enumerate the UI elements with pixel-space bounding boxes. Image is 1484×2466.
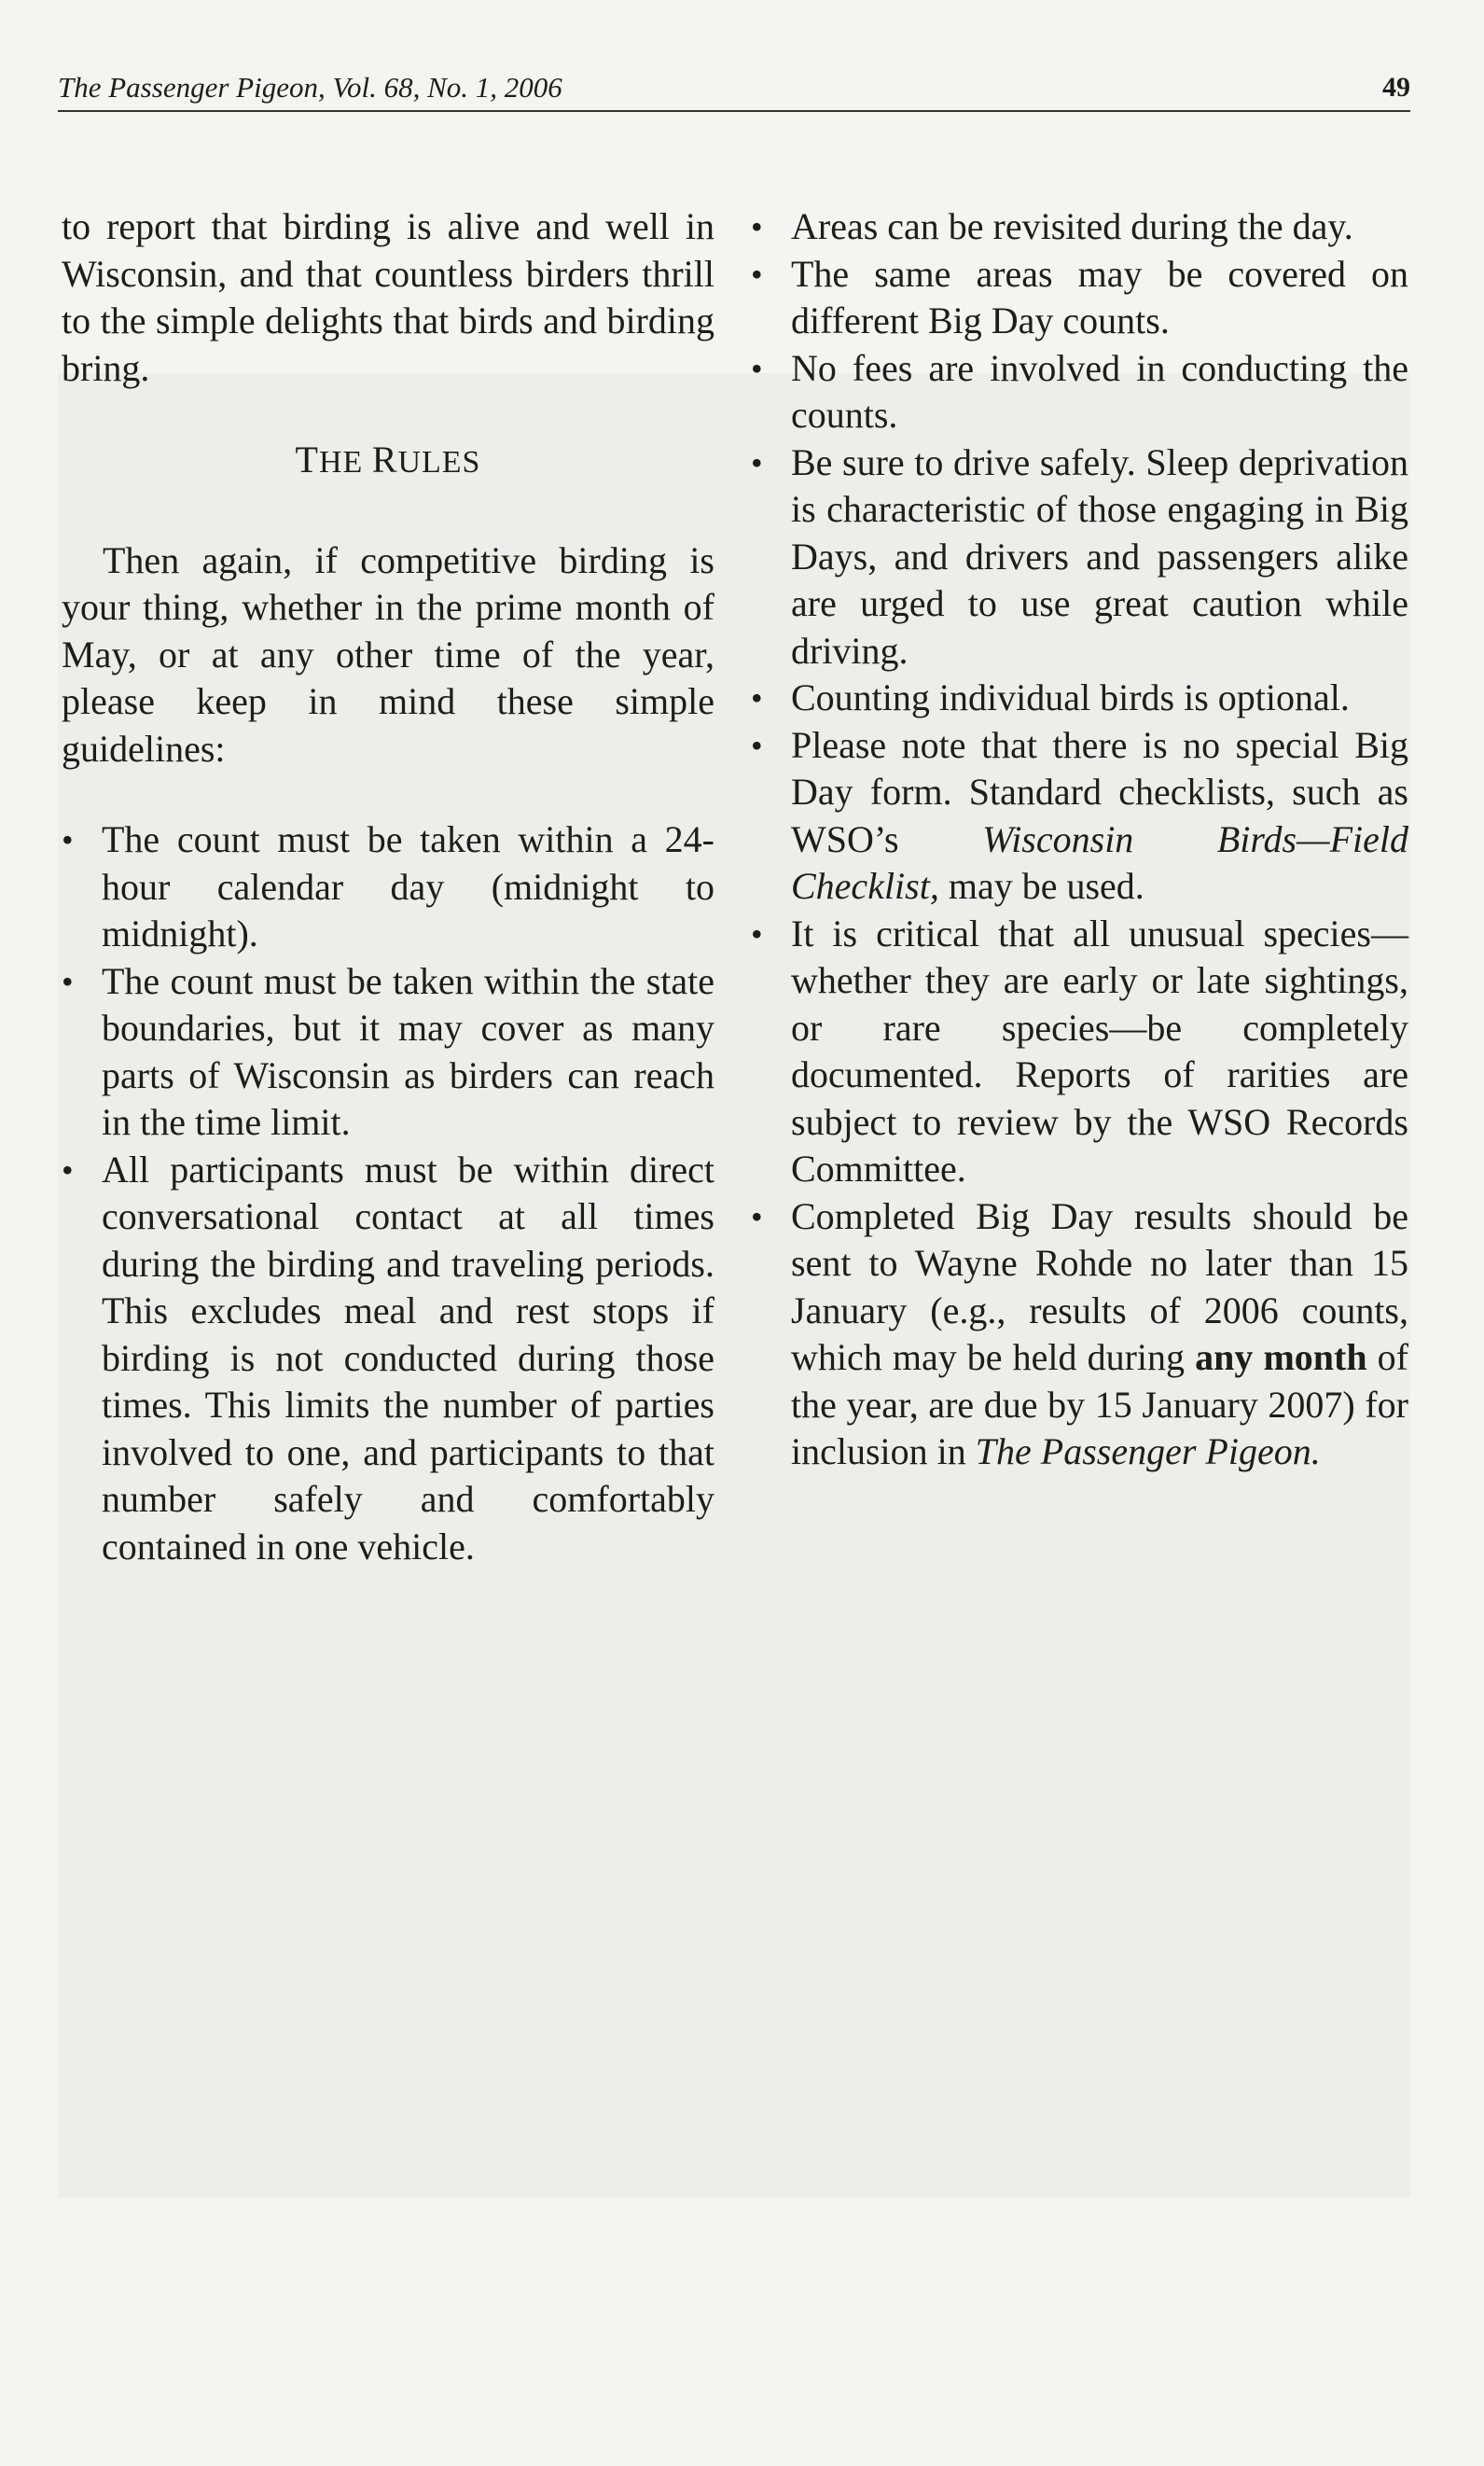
left-bullet-list (62, 816, 714, 1570)
right-bullet-list (751, 203, 1408, 1476)
list-item-text: Areas can be revisited during the day. (791, 205, 1353, 247)
bullet-icon: • (62, 962, 74, 1000)
list-item-text: The count must be taken within the state boundaries, but it may cover as many parts of Wisconsin as birders can reach in the time limit. (102, 959, 714, 1143)
form-bullet-text-before: Please note that there is no special Big Day form. Standard checklists, such as WSO’s (791, 723, 1408, 860)
list-item-text: It is critical that all unusual species—whether they are early or late sightings, or rare species—be completely documented. Reports of rarities are subject to review by the WSO Records Committee. (791, 912, 1408, 1190)
bullet-icon: • (751, 208, 763, 245)
list-item (751, 345, 1408, 439)
heading-word-the: HE (318, 445, 372, 480)
list-item-text: Be sure to drive safely. Sleep deprivation is characteristic of those engaging in Big Days, and drivers and passengers alike are urged to use great caution while driving. (791, 440, 1408, 672)
journal-citation: The Passenger Pigeon, Vol. 68, No. 1, 2006 (58, 71, 562, 104)
form-bullet-text-after: may be used. (938, 865, 1144, 907)
results-bullet-text-middle: of the year, are due by 15 January 2007) for inclusion in (791, 1336, 1408, 1472)
bullet-icon: • (751, 679, 763, 717)
guidelines-paragraph: Then again, if competitive birding is your thing, whether in the prime month of May, or at any other time of the year, please keep in mind these simple guidelines: (62, 538, 714, 770)
list-item (751, 1193, 1408, 1476)
bullet-icon: • (751, 914, 763, 953)
checklist-title: Wisconsin Birds—Field Checklist, (791, 817, 1408, 907)
right-column (751, 203, 1408, 1476)
bullet-icon: • (751, 349, 763, 387)
left-column (62, 203, 714, 1570)
list-item-text: All participants must be within direct conversational contact at all times during the birding and traveling periods. This excludes meal and rest stops if birding is not conducted during those times. This limits the number of parties involved to one, and participants to that number safely and comfortably contained in one vehicle. (102, 1148, 714, 1567)
bullet-icon: • (751, 1197, 763, 1235)
heading-cap-t: T (295, 439, 319, 481)
bullet-icon: • (62, 1150, 74, 1189)
list-item-text: No fees are involved in conducting the counts. (791, 346, 1408, 436)
page-number: 49 (1382, 72, 1410, 103)
bullet-icon: • (751, 726, 763, 764)
list-item (62, 816, 714, 958)
list-item (62, 1147, 714, 1571)
list-item (751, 722, 1408, 911)
list-item (751, 911, 1408, 1193)
bullet-icon: • (62, 821, 74, 858)
list-item-text: The count must be taken within a 24-hour calendar day (midnight to midnight). (102, 818, 714, 954)
list-item-text: Counting individual birds is optional. (791, 676, 1350, 718)
heading-cap-r: R (371, 439, 398, 481)
heading-word-rules: ULES (397, 445, 481, 480)
list-item (751, 203, 1408, 251)
list-item (62, 958, 714, 1147)
list-item (751, 675, 1408, 722)
running-head (58, 65, 1410, 112)
emphasis-any-month: any month (1195, 1336, 1367, 1378)
section-heading (62, 392, 714, 537)
intro-paragraph: to report that birding is alive and well in Wisconsin, and that countless birders thrill to the simple delights that birds and birding bring. (62, 205, 714, 389)
results-bullet-text-before: Completed Big Day results should be sent to Wayne Rohde no later than 15 January (e.g., results of 2006 counts, which may be held during (791, 1194, 1408, 1378)
bullet-icon: • (751, 255, 763, 293)
list-item-text: The same areas may be covered on different Big Day counts. (791, 252, 1408, 341)
list-item (751, 439, 1408, 676)
journal-title: The Passenger Pigeon. (975, 1430, 1321, 1472)
list-item (751, 251, 1408, 345)
bullet-icon: • (751, 443, 763, 481)
